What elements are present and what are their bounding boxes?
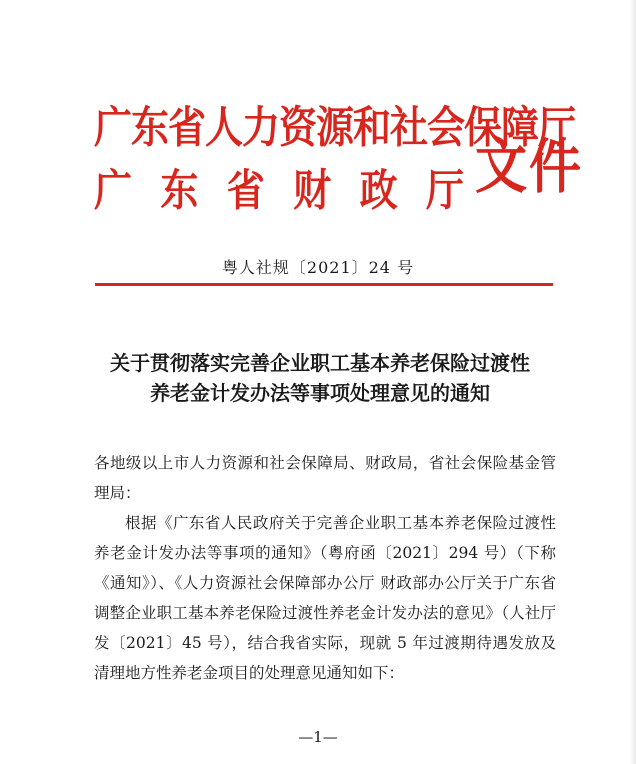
issuer-name-line-2 — [94, 155, 464, 218]
issuer-char: 财 — [293, 164, 332, 216]
issuer-char: 厅 — [425, 164, 464, 216]
document-body — [94, 448, 556, 688]
red-divider-line — [95, 283, 553, 286]
document-title — [60, 348, 580, 408]
issuer-char: 省 — [226, 164, 265, 216]
addressee-paragraph: 各地级以上市人力资源和社会保障局、财政局，省社会保险基金管理局： — [94, 454, 556, 502]
document-type-label: 文件 — [475, 131, 584, 202]
title-line-2: 养老金计发办法等事项处理意见的通知 — [150, 381, 490, 405]
issuer-char: 政 — [359, 164, 398, 216]
scan-edge-shadow — [630, 0, 636, 764]
document-number: 粤人社规〔2021〕24 号 — [221, 258, 415, 277]
issuer-char: 广 — [94, 164, 133, 216]
title-line-1: 关于贯彻落实完善企业职工基本养老保险过渡性 — [110, 351, 530, 375]
body-paragraph: 根据《广东省人民政府关于完善企业职工基本养老保险过渡性养老金计发办法等事项的通知》（粤府函〔2021〕294 号）（下称《通知》）、《人力资源社会保障部办公厅 财政部办公厅关于广东省调整企业职工基本养老保险过渡性养老金计发办法的意见》（人社厅发〔2021〕45 号），结合我省实际，现就 5 年过渡期待遇发放及清理地方性养老金项目的处理意见通知如下： — [94, 514, 556, 682]
page-number: —1— — [298, 728, 338, 746]
issuer-name-line-1: 广东省人力资源和社会保障厅 — [94, 101, 576, 153]
issuer-char: 东 — [160, 164, 199, 216]
